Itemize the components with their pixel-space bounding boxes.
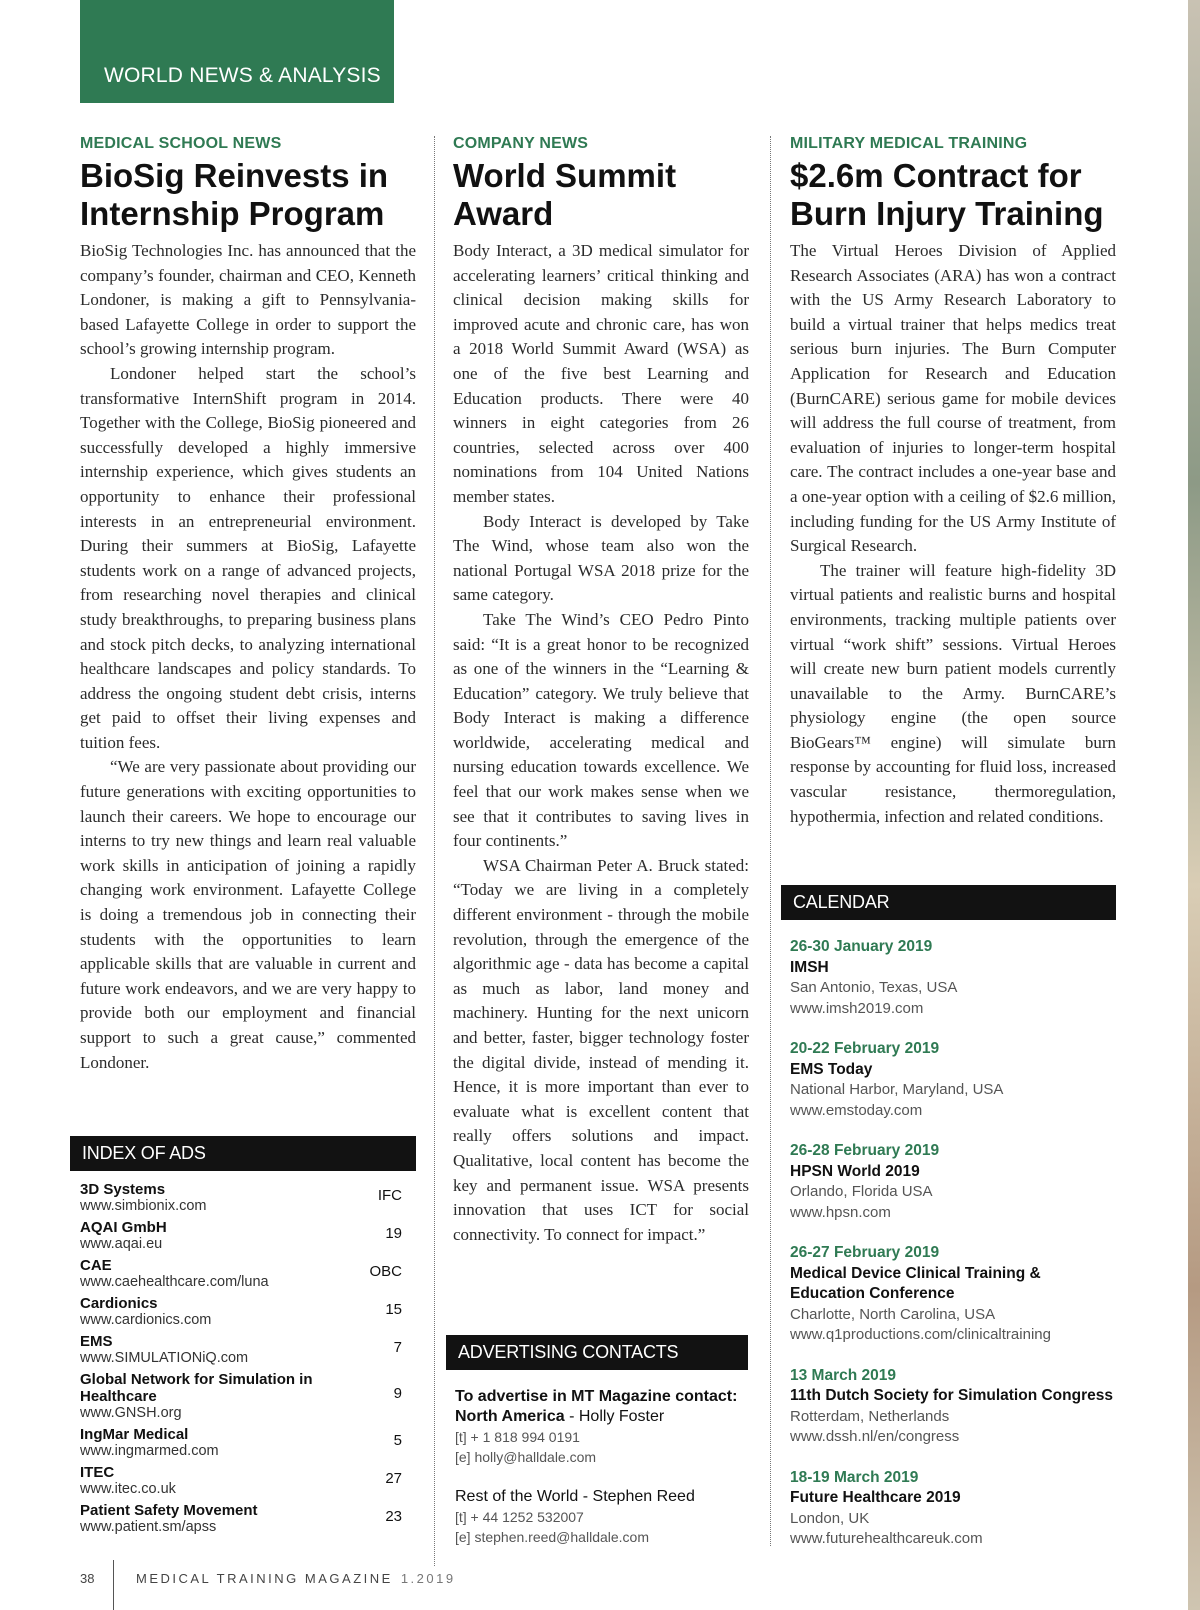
ad-url[interactable]: www.aqai.eu [80, 1236, 163, 1252]
event-place: Rotterdam, Netherlands [790, 1407, 950, 1425]
ad-entry [80, 1181, 402, 1215]
advertising-intro: To advertise in MT Magazine contact: [455, 1388, 738, 1405]
article-headline: World Summit Award [453, 157, 677, 232]
ad-url[interactable]: www.itec.co.uk [80, 1481, 176, 1497]
contact-email[interactable]: [e] stephen.reed@halldale.com [455, 1529, 649, 1545]
article-paragraph: Body Interact, a 3D medical simulator for accelerating learners’ critical thinking and clinical decision making skills for improved acute and chronic care, has won a 2018 World Summit Award (WSA) as one of the five best Learning and Education products. There were 40 winners in eight categories from 26 countries, selected across over 400 nominations from 104 United Nations member states. [453, 241, 749, 506]
contact-name: Holly Foster [578, 1408, 665, 1425]
article-kicker: MEDICAL SCHOOL NEWS [80, 135, 282, 152]
event-url[interactable]: www.emstoday.com [790, 1101, 923, 1119]
calendar [781, 885, 1116, 1570]
advertising-contacts [446, 1335, 748, 1547]
article-paragraph: The trainer will feature high-fidelity 3D virtual patients and realistic burns and hospital environments, tracking multiple patients over virtual “work shift” sessions. Virtual Heroes will create new burn patient models currently unavailable to the Army. BurnCARE’s physiology engine (the open source BioGears™ engine) will simulate burn response by accounting for fluid loss, increased vascular resistance, thermoregulation, hypothermia, infection and related conditions. [790, 560, 1116, 826]
event-url[interactable]: www.hpsn.com [790, 1203, 891, 1221]
ad-page: 23 [385, 1508, 402, 1525]
section-tab: WORLD NEWS & ANALYSIS [80, 0, 394, 103]
ad-url[interactable]: www.GNSH.org [80, 1405, 182, 1421]
article-paragraph: The Virtual Heroes Division of Applied Research Associates (ARA) has won a contract with the US Army Research Laboratory to build a virtual trainer that helps medics treat serious burn injuries. The Burn Computer Application for Research and Education (BurnCARE) serious game for mobile devices will address the full course of treatment, from evaluation of injuries to longer-term hospital care. The contract includes a one-year base and a one-year option with a ceiling of $2.6 million, including funding for the US Army Institute of Surgical Research. [790, 241, 1116, 556]
ads-list [70, 1171, 416, 1536]
advertising-contacts-title: ADVERTISING CONTACTS [446, 1335, 748, 1370]
article-paragraph: Take The Wind’s CEO Pedro Pinto said: “It is a great honor to be recognized as one of the winners in the “Learning & Education” category. We truly believe that Body Interact is making a difference worldwide, accelerating medical and nursing education towards excellence. We feel that our work makes sense when we see that it contributes to saving lives in four continents.” [453, 609, 749, 851]
contact-region: North America [455, 1408, 565, 1425]
event-title: Future Healthcare 2019 [790, 1489, 961, 1506]
event-title: 11th Dutch Society for Simulation Congress [790, 1387, 1113, 1404]
page-number: 38 [80, 1571, 95, 1586]
event-date: 26-27 February 2019 [790, 1244, 940, 1261]
ad-url[interactable]: www.ingmarmed.com [80, 1443, 219, 1459]
contact-region: Rest of the World [455, 1488, 579, 1505]
article-paragraph: “We are very passionate about providing our future generations with exciting opportunities to launch their careers. We hope to encourage our interns to try new things and learn real valuable work skills in anticipation of joining a rapidly changing work environment. Lafayette College is doing a tremendous job in connecting their students with the opportunities to learn applicable skills that are valuable in current and future work endeavors, and we are very happy to provide both our employment and financial support to such a great cause,” commented Londoner. [80, 757, 416, 1072]
article-paragraph: Body Interact is developed by Take The Wind, whose team also won the national Portugal WSA 2018 prize for the same category. [453, 511, 749, 605]
index-of-ads-title: INDEX OF ADS [70, 1136, 416, 1171]
calendar-event [790, 1141, 1116, 1223]
ad-entry [80, 1219, 402, 1253]
ad-page: 7 [393, 1339, 402, 1356]
article-headline: $2.6m Contract for Burn Injury Training [790, 157, 1104, 232]
event-url[interactable]: www.futurehealthcareuk.com [790, 1530, 983, 1547]
event-date: 18-19 March 2019 [790, 1468, 919, 1486]
ad-name: AQAI GmbH [80, 1219, 167, 1236]
article-world-summit [453, 134, 749, 1247]
calendar-list [781, 920, 1116, 1550]
article-body [80, 239, 416, 1075]
article-body [790, 239, 1116, 829]
ad-url[interactable]: www.caehealthcare.com/luna [80, 1274, 269, 1290]
event-title: HPSN World 2019 [790, 1162, 920, 1180]
ad-page: IFC [377, 1187, 402, 1204]
ad-url[interactable]: www.patient.sm/apss [80, 1519, 217, 1535]
ad-entry [80, 1464, 402, 1498]
ad-page: 27 [385, 1470, 402, 1487]
ad-page: 9 [393, 1385, 402, 1402]
contact-heading: Rest of the World - Stephen Reed [455, 1488, 695, 1505]
footer-divider [113, 1560, 114, 1610]
column-divider [434, 136, 435, 1566]
magazine-name [136, 1571, 456, 1586]
event-place: San Antonio, Texas, USA [790, 979, 958, 996]
event-date: 26-30 January 2019 [790, 938, 933, 955]
calendar-event [790, 1039, 1116, 1121]
ad-name: Cardionics [80, 1295, 158, 1312]
ad-entry [80, 1371, 402, 1422]
ad-entry [80, 1333, 402, 1367]
calendar-title: CALENDAR [781, 885, 1116, 920]
ad-entry [80, 1426, 402, 1460]
contact-email[interactable]: [e] holly@halldale.com [455, 1449, 597, 1465]
ad-name: 3D Systems [80, 1181, 166, 1198]
event-title: EMS Today [790, 1060, 873, 1078]
event-place: London, UK [790, 1509, 870, 1527]
event-title: Medical Device Clinical Training & Education Conference [790, 1264, 1041, 1302]
column-divider [770, 136, 771, 1546]
ad-page: OBC [369, 1263, 402, 1280]
ad-entry [80, 1295, 402, 1329]
index-of-ads [70, 1136, 416, 1540]
event-url[interactable]: www.imsh2019.com [790, 999, 924, 1017]
ad-name: IngMar Medical [80, 1426, 189, 1443]
article-paragraph: Londoner helped start the school’s transformative InternShift program in 2014. Together with the College, BioSig pioneered and successfully developed a highly immersive internship experience, which gives students an opportunity to enhance their professional interests in an entrepreneurial environment. During their summers at BioSig, Lafayette students work on a range of advanced projects, from researching novel therapies and clinical study breakthroughs, to preparing business plans and stock pitch decks, to analyzing international healthcare landscapes and policy standards. To address the ongoing student debt crisis, interns get paid to offset their living expenses and tuition fees. [80, 363, 416, 752]
page-edge-image [1188, 0, 1200, 1610]
article-paragraph: WSA Chairman Peter A. Bruck stated: “Today we are living in a completely different environment - through the mobile revolution, through the emergence of the algorithmic age - data has become a capital as much as labor, land money and machinery. Hunting for the next unicorn and better, faster, bigger technology foster the digital divide, instead of mending it. Hence, it is more important than ever to evaluate what is excellent content that really offers solutions and impact. Qualitative, local content has become the key and permanent issue. WSA presents innovation that uses ICT for social connectivity. To connect for impact.” [453, 855, 749, 1244]
event-title: IMSH [790, 958, 829, 976]
issue-number: 1.2019 [400, 1571, 456, 1586]
ad-name: ITEC [80, 1464, 115, 1481]
event-date: 13 March 2019 [790, 1366, 896, 1384]
ad-page: 19 [385, 1225, 402, 1242]
ad-name: Global Network for Simulation in Healthcare [80, 1371, 313, 1405]
event-date: 26-28 February 2019 [790, 1142, 940, 1159]
ad-entry [80, 1502, 402, 1536]
event-date: 20-22 February 2019 [790, 1040, 940, 1057]
ad-name: Patient Safety Movement [80, 1502, 258, 1519]
event-url[interactable]: www.dssh.nl/en/congress [790, 1428, 960, 1445]
article-paragraph: BioSig Technologies Inc. has announced that the company’s founder, chairman and CEO, Kenneth Londoner, is making a gift to Pennsylvania-based Lafayette College in order to support the school’s growing internship program. [80, 241, 416, 359]
ad-url[interactable]: www.simbionix.com [80, 1198, 207, 1214]
contact-phone: [t] + 1 818 994 0191 [455, 1429, 580, 1445]
contact-heading: North America - Holly Foster [455, 1408, 665, 1425]
calendar-event [790, 937, 1116, 1019]
ad-page: 15 [385, 1301, 402, 1318]
article-burn-training [790, 134, 1116, 829]
calendar-event [790, 1243, 1116, 1346]
calendar-event [790, 1468, 1116, 1550]
ad-name: CAE [80, 1257, 112, 1274]
article-kicker: MILITARY MEDICAL TRAINING [790, 135, 1028, 152]
event-place: National Harbor, Maryland, USA [790, 1081, 1004, 1098]
event-place: Orlando, Florida USA [790, 1183, 933, 1200]
contact-phone: [t] + 44 1252 532007 [455, 1509, 584, 1525]
advertising-contacts-body [446, 1370, 748, 1547]
ad-url[interactable]: www.SIMULATIONiQ.com [80, 1350, 249, 1366]
event-url[interactable]: www.q1productions.com/clinicaltraining [790, 1326, 1051, 1343]
calendar-event [790, 1366, 1116, 1448]
article-kicker: COMPANY NEWS [453, 135, 589, 152]
article-headline: BioSig Reinvests in Internship Program [80, 157, 389, 232]
article-body [453, 239, 749, 1247]
ad-entry [80, 1257, 402, 1291]
article-biosig [80, 134, 416, 1075]
ad-url[interactable]: www.cardionics.com [80, 1312, 212, 1328]
magazine-title: MEDICAL TRAINING MAGAZINE [136, 1571, 393, 1586]
ad-page: 5 [393, 1432, 402, 1449]
contact-name: Stephen Reed [592, 1488, 695, 1505]
ad-name: EMS [80, 1333, 113, 1350]
event-place: Charlotte, North Carolina, USA [790, 1305, 996, 1323]
